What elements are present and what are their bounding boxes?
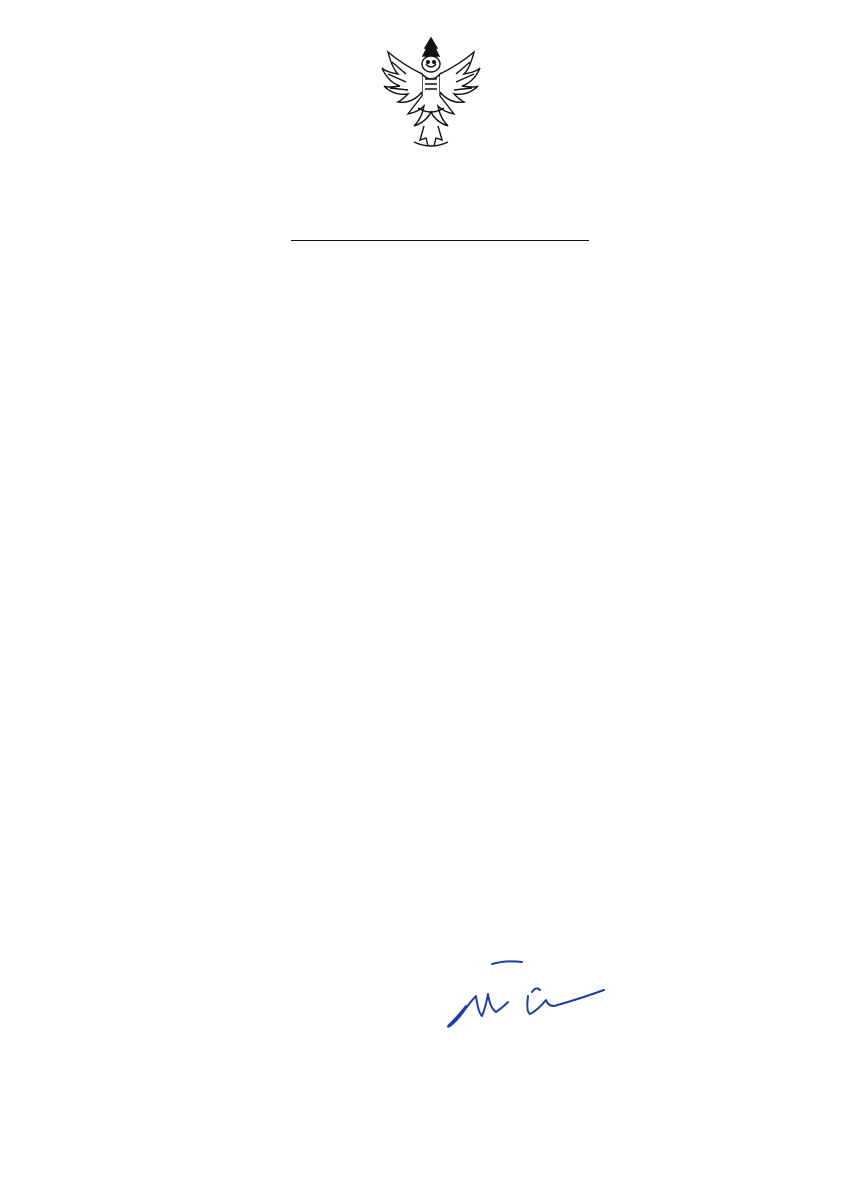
table-row <box>0 677 849 708</box>
body-paragraph <box>114 252 764 284</box>
table-row <box>0 738 849 769</box>
table-row <box>0 585 849 616</box>
body-line <box>114 252 764 284</box>
table-row <box>0 554 849 585</box>
results-table-body <box>0 432 849 891</box>
table-row <box>0 769 849 800</box>
table-row <box>0 432 849 463</box>
table-row <box>0 616 849 647</box>
table-row <box>0 799 849 830</box>
date-line <box>226 928 282 946</box>
table-row <box>0 524 849 555</box>
table-row <box>0 493 849 524</box>
results-table-header <box>0 401 849 427</box>
table-row <box>0 830 849 861</box>
table-row <box>0 646 849 677</box>
handwritten-signature <box>436 956 616 1036</box>
table-row <box>0 463 849 494</box>
subject-line <box>262 196 276 218</box>
table-row <box>0 707 849 738</box>
table-row <box>0 860 849 891</box>
title-divider <box>291 240 589 241</box>
document-number <box>128 1116 138 1134</box>
garuda-emblem-icon <box>378 34 484 154</box>
